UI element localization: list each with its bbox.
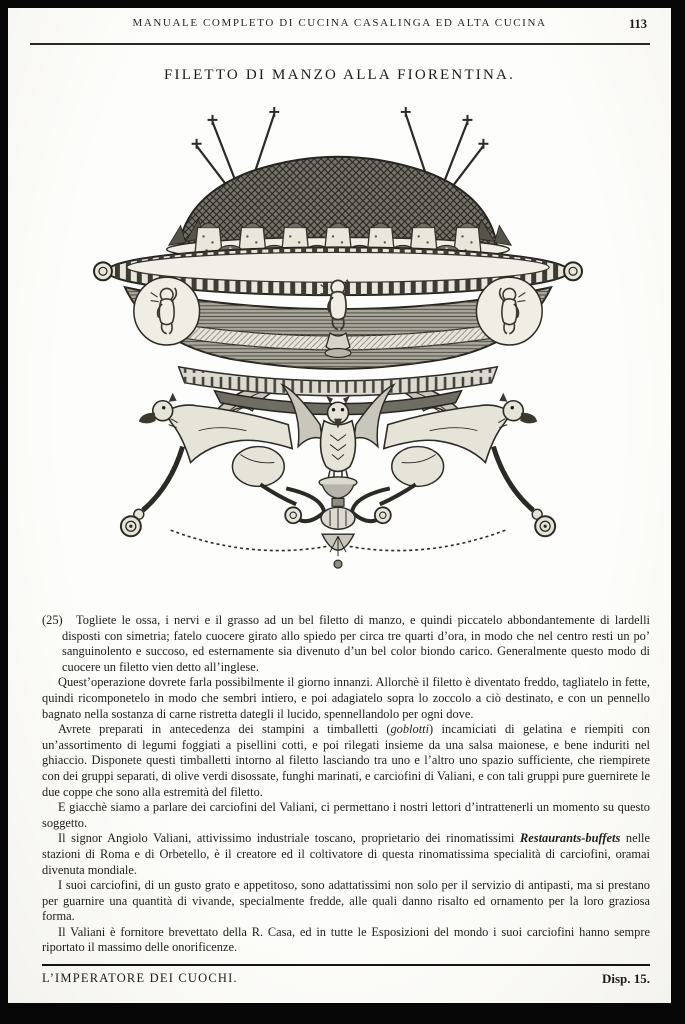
paragraph-3-c: ) incamiciati di gelatina e riempiti con un’assortimento di legumi foggiati a pisellini cotti, e poi rilegati insieme da una salsa maionese, e bene induriti nel ghiaccio. Disponete questi timballetti intorno al filetto lasciando tra uno e l’altro uno spazio sufficiente, che riempirete con dei gruppi separati, di olive verdi disossate, funghi marinati, e carciofini di Valiani, e con tali gruppi pure guernirete le due coppe che sono alla estremità del filetto. [42, 722, 651, 799]
dispensa-number: Disp. 15. [601, 971, 650, 986]
paragraph-5 [42, 831, 650, 878]
paragraph-5-c: nelle stazioni di Roma e di Orbetello, è il creatore ed il coltivatore di questa rinomatissima specialità di carciofini, oramai divenuta mondiale. [42, 831, 650, 877]
paragraph-3 [42, 722, 650, 800]
book-page [8, 8, 671, 1003]
paragraph-5-a: Il signor Angiolo Valiani, attivissimo industriale toscano, proprietario dei rinomatissimi [58, 831, 520, 846]
recipe-number: (25) [42, 613, 63, 627]
page-header [8, 17, 671, 37]
recipe-body [42, 613, 650, 956]
paragraph-recipe [42, 613, 650, 675]
running-title: MANUALE COMPLETO DI CUCINA CASALINGA ED ALTA CUCINA [132, 17, 547, 29]
paragraph-6: I suoi carciofini, di un gusto grato e appetitoso, sono adattatissimi non solo per il servizio di antipasti, ma si prestano per guarnire una quantità di vivande, specialmente fredde, alle quali danno risalto ed ornamento per la loro graziosa forma. [42, 878, 650, 924]
paragraph-5-italic: Restaurants-buffets [520, 831, 621, 846]
paragraph-2: Quest’operazione dovrete farla possibilmente il giorno innanzi. Allorchè il filetto è diventato freddo, tagliatelo in fette, quindi ricomponetelo in modo che sembri intiero, e poi adagiatelo sopra lo zoccolo a ciò destinato, e con un pennello bagnato nella sostanza di carne ristretta dategli il lucido, spennellandolo per ogni dove. [42, 675, 650, 721]
engraving-illustration [90, 96, 590, 589]
page-number: 113 [628, 17, 647, 31]
paragraph-recipe-text: Togliete le ossa, i nervi e il grasso ad un bel filetto di manzo, e quindi piccatelo abbondantemente di lardelli disposti con simetria; fatelo cuocere girato allo spiedo per circa tre quarti d’ora, in modo che nel centro resti un po’ sanguinolento e succoso, ed esternamente sia divenuto d’un bel color biondo carico. Generalmente questo modo di cuocere un filetto vien detto all’inglese. [62, 613, 650, 674]
page-footer [42, 964, 650, 987]
header-rule [30, 43, 650, 45]
paragraph-4: E giacchè siamo a parlare dei carciofini del Valiani, ci permettano i nostri lettori d’intrattenerli un momento su questo soggetto. [42, 800, 650, 830]
engraving-svg [90, 96, 590, 584]
recipe-title: FILETTO DI MANZO ALLA FIORENTINA. [163, 67, 516, 83]
paragraph-7: Il Valiani è fornitore brevettato della R. Casa, ed in tutte le Esposizioni del mondo i suoi carciofini hanno sempre riportato il massimo delle onorificenze. [42, 924, 650, 955]
book-title: L’IMPERATORE DEI CUOCHI. [42, 971, 238, 985]
paragraph-3-a: Avrete preparati in antecedenza dei stampini a timballetti ( [58, 722, 391, 737]
paragraph-3-italic: goblotti [390, 722, 430, 737]
